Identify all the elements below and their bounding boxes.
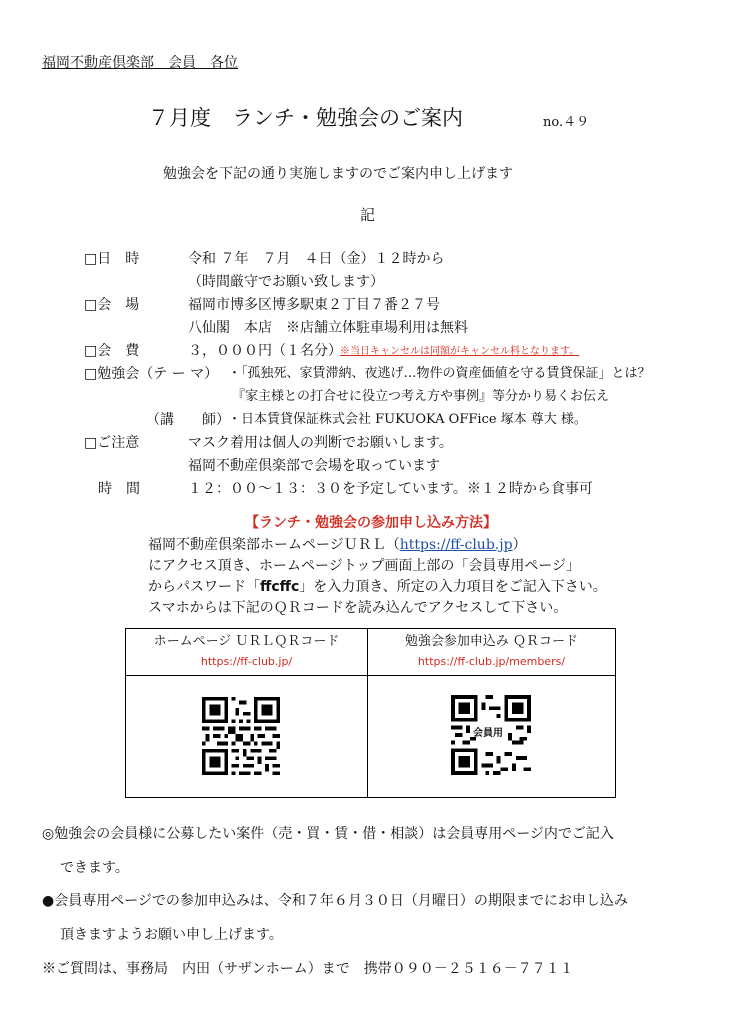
- lecturer-value: ・日本賃貸保証株式会社 FUKUOKA OFFice 塚本 尊大 様。: [228, 412, 587, 427]
- note-2-line-2: 頂きますようお願い申し上げます。: [60, 927, 283, 943]
- homepage-link[interactable]: https://ff-club.jp: [399, 537, 513, 553]
- note-1-line-2: できます。: [60, 860, 129, 876]
- qr-left-url[interactable]: https://ff-club.jp/: [200, 655, 293, 668]
- datetime-value: 令和 ７年 ７月 ４日（金）１２時から: [188, 251, 445, 267]
- datetime-label: □日 時: [84, 251, 140, 267]
- time-label: 時 間: [98, 481, 140, 497]
- fee-cancel-note: ※当日キャンセルは同額がキャンセル料となります。: [340, 346, 580, 357]
- issue-number: no.４９: [543, 115, 590, 130]
- ki-heading: 記: [360, 206, 376, 224]
- password-text: ffcffc: [260, 579, 300, 595]
- note-2-line-1: ●会員専用ページでの参加申込みは、令和７年６月３０日（月曜日）の期限までにお申し込み: [42, 893, 628, 909]
- lecturer-label: （講 師）: [146, 412, 230, 428]
- fee-value: ３，０００円（１名分）: [188, 343, 342, 359]
- theme-label: □勉強会（テ ー マ）: [84, 366, 219, 382]
- note-1-line-1: ◎勉強会の会員様に公募したい案件（売・買・賃・借・相談）は会員専用ページ内でご記入: [42, 826, 614, 842]
- addressee: 福岡不動産倶楽部 会員 各位: [42, 55, 238, 71]
- qr-table: [125, 628, 616, 798]
- time-value: １２：００～１３：３０を予定しています。※１２時から食事可: [188, 481, 593, 497]
- signup-heading: 【ランチ・勉強会の参加申し込み方法】: [245, 515, 497, 531]
- signup-line-3-prefix: からパスワード「: [148, 579, 260, 595]
- qr-left-header: ホームページ ＵＲＬＱＲコード: [153, 634, 340, 649]
- caution-value: マスク着用は個人の判断でお願いします。: [188, 435, 453, 451]
- signup-line-3: [148, 580, 607, 594]
- theme-value-2: 『家主様との打合せに役立つ考え方や事例』等分かり易くお伝え: [232, 389, 610, 404]
- signup-line-4: スマホからは下記のＱＲコードを読み込んでアクセスして下さい。: [148, 600, 568, 616]
- signup-line-1: [148, 538, 527, 552]
- member-qr-code-icon[interactable]: [451, 695, 529, 773]
- qr-table-header-divider: [126, 675, 615, 676]
- fee-label: □会 費: [84, 343, 140, 359]
- homepage-qr-code-icon[interactable]: [202, 697, 280, 775]
- caution-value-2: 福岡不動産倶楽部で会場を取っています: [188, 458, 440, 474]
- qr-table-divider: [367, 629, 368, 797]
- note-3: ※ご質問は、事務局 内田（サザンホーム）まで 携帯０９０－２５１６－７７１１: [42, 961, 574, 977]
- caution-label: □ご注意: [84, 435, 140, 451]
- theme-value: ・「孤独死、家賃滞納、夜逃げ…物件の資産価値を守る賃貸保証」とは？: [228, 366, 651, 381]
- venue-value: 福岡市博多区博多駅東２丁目７番２７号: [188, 297, 440, 313]
- signup-line-3-suffix: 」を入力頂き、所定の入力項目をご記入下さい。: [299, 579, 607, 595]
- page-title: ７月度 ランチ・勉強会のご案内: [148, 106, 463, 130]
- qr-overlay-label: 会員用: [473, 728, 503, 739]
- signup-line-2: にアクセス頂き、ホームページトップ画面上部の「会員専用ページ」: [148, 558, 581, 574]
- signup-line-1-suffix: ）: [512, 537, 527, 553]
- qr-right-url[interactable]: https://ff-club.jp/members/: [417, 655, 566, 668]
- signup-line-1-prefix: 福岡不動産倶楽部ホームページＵＲＬ（: [148, 537, 400, 553]
- venue-value-2: 八仙閣 本店 ※店舗立体駐車場利用は無料: [188, 320, 468, 336]
- datetime-note: （時間厳守でお願い致します）: [188, 274, 384, 290]
- qr-right-header: 勉強会参加申込み ＱＲコード: [404, 634, 579, 649]
- venue-label: □会 場: [84, 297, 140, 313]
- intro-text: 勉強会を下記の通り実施しますのでご案内申し上げます: [163, 166, 513, 182]
